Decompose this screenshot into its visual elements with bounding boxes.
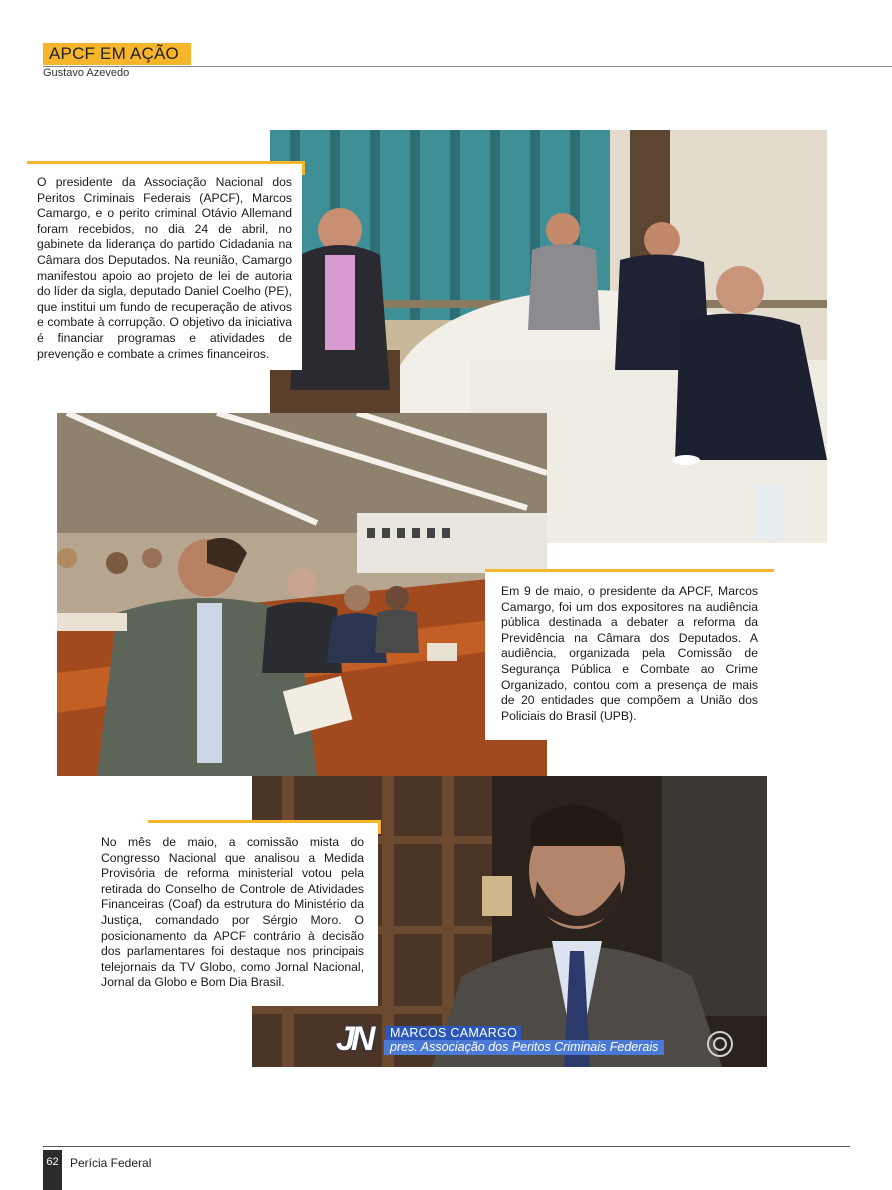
author-name: Gustavo Azevedo: [43, 67, 130, 79]
caption-name: MARCOS CAMARGO: [386, 1026, 521, 1040]
header-divider: [43, 66, 892, 67]
article-1-text: O presidente da Associação Nacional dos Peritos Criminais Federais (APCF), Marcos Camargo, e o perito criminal Otávio Allemand foram recebidos, no dia 24 de abril, no gabinete da liderança do partido Cidadania na Câmara dos Deputados. Na reunião, Camargo manifestou apoio ao projeto de lei de autoria do líder da sigla, deputado Daniel Coelho (PE), que institui um fundo de recuperação de ativos e combate à corrupção. O objetivo da iniciativa é financiar programas e atividades de prevenção e combate a crimes financeiros.: [27, 164, 302, 370]
footer-divider: [43, 1146, 850, 1147]
accent-bar-vertical: [302, 161, 305, 175]
article-3-text: No mês de maio, a comissão mista do Congresso Nacional que analisou a Medida Provisória de reforma ministerial votou pela retirada do Conselho de Controle de Atividades Financeiras (Coaf) da estrutura do Ministério da Justiça, comandado por Sérgio Moro. O posicionamento da APCF contrário à decisão dos parlamentares foi destaque nos principais telejornais da TV Globo, como Jornal Nacional, Jornal da Globo e Bom Dia Brasil.: [88, 823, 378, 1006]
page-number: 62: [43, 1150, 62, 1190]
jn-logo: JN: [336, 1020, 372, 1058]
accent-bar-vertical: [378, 820, 381, 834]
magazine-title: Perícia Federal: [70, 1156, 152, 1170]
section-tag: APCF EM AÇÃO: [43, 43, 191, 65]
caption-role: pres. Associação dos Peritos Criminais Federais: [384, 1040, 664, 1055]
article-2-text: Em 9 de maio, o presidente da APCF, Marcos Camargo, foi um dos expositores na audiência pública destinada a debater a reforma da Previdência na Câmara dos Deputados. A audiência, organizada pela Comissão de Segurança Pública e Combate ao Crime Organizado, contou com a presença de mais de 20 entidades que compõem a União dos Policiais do Brasil (UPB).: [485, 572, 774, 740]
hearing-photo: [57, 413, 547, 776]
